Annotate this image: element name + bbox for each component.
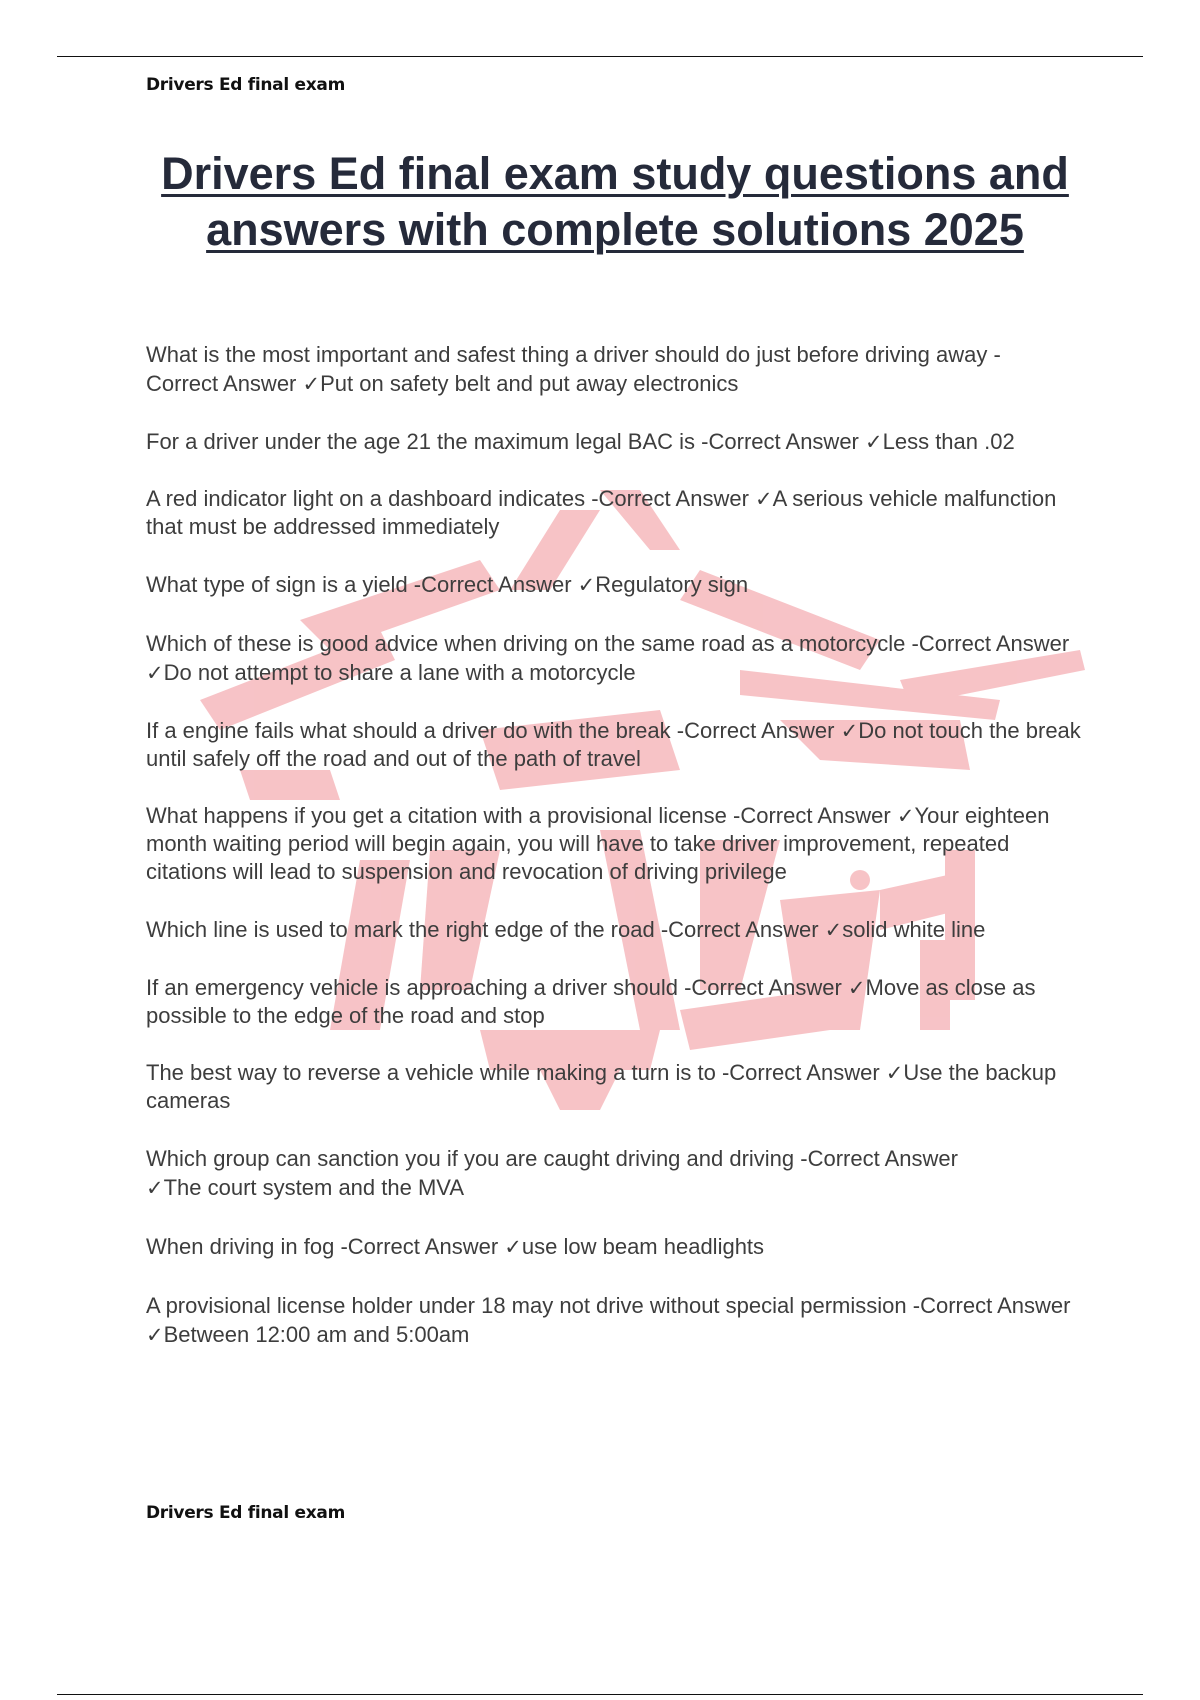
answer-label: Correct Answer (920, 1293, 1071, 1318)
answer-text: Less than .02 (882, 429, 1015, 454)
answer-label: Correct Answer (691, 975, 848, 1000)
question-text: The best way to reverse a vehicle while making a turn is to (146, 1060, 716, 1085)
document-title: Drivers Ed final exam study questions and answers with complete solutions 2025 (161, 148, 1069, 255)
question-text: Which group can sanction you if you are caught driving and driving (146, 1146, 795, 1171)
qa-item (146, 974, 1091, 1030)
checkmark-icon: ✓ (824, 918, 843, 942)
answer-label: Correct Answer (807, 1146, 958, 1171)
checkmark-icon: ✓ (840, 719, 859, 743)
question-text: Which of these is good advice when driving on the same road as a motorcycle (146, 631, 906, 656)
separator: - (670, 718, 685, 743)
question-text: What type of sign is a yield (146, 572, 408, 597)
qa-list (146, 340, 1091, 1379)
separator: - (905, 631, 919, 656)
answer-text: solid white line (842, 917, 986, 942)
answer-label: Correct Answer (146, 371, 303, 396)
checkmark-icon: ✓ (577, 573, 596, 597)
checkmark-icon: ✓ (146, 661, 164, 685)
answer-text: Do not attempt to share a lane with a motorcycle (163, 660, 636, 685)
answer-text: Your eighteen month waiting period will begin again, you will have to take driver improvement, repeated citations will lead to suspension and revocation of driving privilege (146, 803, 1050, 884)
separator: - (585, 486, 599, 511)
answer-text: Regulatory sign (595, 572, 749, 597)
separator: - (334, 1234, 348, 1259)
qa-item (146, 428, 1091, 456)
answer-text: use low beam headlights (521, 1234, 765, 1259)
checkmark-icon: ✓ (504, 1235, 522, 1259)
question-text: What happens if you get a citation with a provisional license (146, 803, 727, 828)
answer-label: Correct Answer (708, 429, 865, 454)
footer-rule (57, 1694, 1143, 1695)
separator: - (726, 803, 741, 828)
answer-label: Correct Answer (918, 631, 1070, 656)
separator: - (677, 975, 692, 1000)
checkmark-icon: ✓ (885, 1061, 904, 1085)
question-text: A provisional license holder under 18 may not drive without special permission (146, 1293, 907, 1318)
qa-item (146, 629, 1091, 688)
checkmark-icon: ✓ (302, 372, 321, 396)
qa-item (146, 340, 1091, 399)
running-header: Drivers Ed final exam (146, 75, 345, 95)
answer-label: Correct Answer (421, 572, 578, 597)
qa-item (146, 570, 1091, 600)
qa-item (146, 1059, 1091, 1115)
checkmark-icon: ✓ (755, 487, 773, 511)
question-text: For a driver under the age 21 the maximum legal BAC is (146, 429, 696, 454)
question-text: A red indicator light on a dashboard indicates (146, 486, 586, 511)
separator: - (987, 342, 1001, 367)
question-text: Which line is used to mark the right edge of the road (146, 917, 655, 942)
answer-text: Do not touch the break until safely off the road and out of the path of travel (146, 718, 1081, 771)
checkmark-icon: ✓ (865, 430, 883, 454)
separator: - (695, 429, 709, 454)
answer-text: A serious vehicle malfunction that must be addressed immediately (146, 486, 1057, 539)
answer-text: The court system and the MVA (163, 1175, 464, 1200)
question-text: What is the most important and safest thing a driver should do just before driving away (146, 342, 988, 367)
checkmark-icon: ✓ (847, 976, 866, 1000)
qa-item (146, 915, 1091, 945)
qa-item (146, 1232, 1091, 1262)
separator: - (906, 1293, 921, 1318)
qa-item (146, 802, 1091, 886)
answer-text: Between 12:00 am and 5:00am (163, 1322, 470, 1347)
question-text: If a engine fails what should a driver do with the break (146, 718, 671, 743)
answer-label: Correct Answer (740, 803, 897, 828)
separator: - (654, 917, 669, 942)
header-rule (57, 56, 1143, 57)
separator: - (407, 572, 422, 597)
question-text: When driving in fog (146, 1234, 335, 1259)
qa-item (146, 485, 1091, 541)
checkmark-icon: ✓ (146, 1176, 164, 1200)
qa-item (146, 1291, 1091, 1350)
checkmark-icon: ✓ (896, 804, 915, 828)
checkmark-icon: ✓ (146, 1323, 164, 1347)
running-footer: Drivers Ed final exam (146, 1503, 345, 1523)
answer-label: Correct Answer (729, 1060, 886, 1085)
question-text: If an emergency vehicle is approaching a driver should (146, 975, 678, 1000)
separator: - (715, 1060, 730, 1085)
answer-label: Correct Answer (684, 718, 841, 743)
answer-text: Move as close as possible to the edge of the road and stop (146, 975, 1036, 1028)
answer-text: Use the backup cameras (146, 1060, 1057, 1113)
answer-label: Correct Answer (668, 917, 825, 942)
answer-label: Correct Answer (598, 486, 756, 511)
qa-item (146, 1144, 1091, 1203)
answer-text: Put on safety belt and put away electronics (320, 371, 739, 396)
qa-item (146, 717, 1091, 773)
answer-label: Correct Answer (347, 1234, 505, 1259)
separator: - (794, 1146, 808, 1171)
